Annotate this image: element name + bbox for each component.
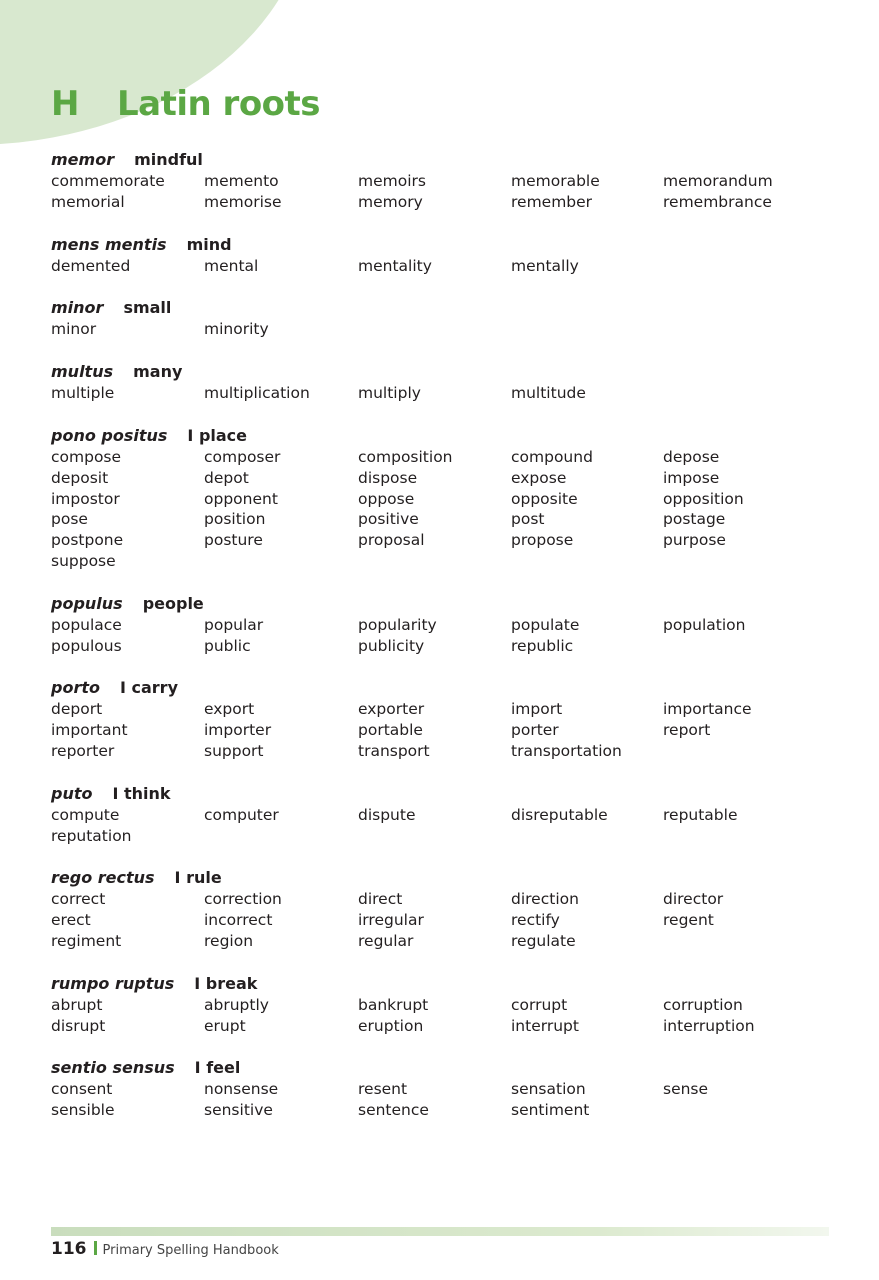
- word: direction: [511, 890, 579, 909]
- word: incorrect: [204, 911, 273, 930]
- word: popularity: [358, 615, 437, 634]
- word: consent: [51, 1080, 113, 1099]
- word: remembrance: [663, 192, 772, 211]
- word: disrupt: [51, 1016, 106, 1035]
- word: rectify: [511, 911, 560, 930]
- root-meaning: I feel: [194, 1058, 241, 1078]
- word: opposition: [663, 489, 744, 508]
- word: reputation: [51, 826, 132, 845]
- root-meaning: I rule: [174, 868, 222, 888]
- word: memoirs: [358, 172, 426, 190]
- footer: [51, 1238, 279, 1260]
- word: correction: [204, 890, 282, 909]
- word: depose: [663, 447, 720, 466]
- word: proposal: [358, 531, 425, 550]
- latin-root: mens mentis: [51, 234, 167, 254]
- word: impostor: [51, 489, 120, 508]
- word: transportation: [511, 741, 622, 760]
- word: expose: [511, 468, 567, 487]
- root-group: [51, 973, 831, 1037]
- latin-root: pono positus: [51, 425, 168, 445]
- root-heading: [51, 783, 831, 805]
- word: pose: [51, 510, 88, 529]
- word: correct: [51, 890, 106, 909]
- word: corruption: [663, 995, 743, 1014]
- root-heading: [51, 234, 831, 256]
- word: exporter: [358, 700, 425, 719]
- latin-root: minor: [51, 298, 104, 318]
- root-group: [51, 425, 831, 572]
- word: mentality: [358, 256, 432, 275]
- word: remember: [511, 192, 593, 211]
- root-heading: [51, 361, 831, 383]
- word: opponent: [204, 489, 278, 508]
- word: sensible: [51, 1101, 115, 1120]
- word: abruptly: [204, 995, 269, 1014]
- word: corrupt: [511, 995, 568, 1014]
- root-group: [51, 677, 831, 761]
- word: compose: [51, 447, 122, 466]
- root-group: [51, 783, 831, 847]
- word: suppose: [51, 551, 116, 570]
- word: commemorate: [51, 172, 165, 190]
- word: memorandum: [663, 172, 773, 190]
- word: deport: [51, 700, 103, 719]
- root-heading: [51, 425, 831, 447]
- word: multitude: [511, 384, 586, 403]
- word: memorable: [511, 172, 600, 190]
- root-meaning: people: [142, 593, 204, 613]
- word: sensitive: [204, 1101, 273, 1120]
- word: memorial: [51, 192, 125, 211]
- root-meaning: I break: [194, 973, 258, 993]
- word: regiment: [51, 931, 122, 950]
- word: republic: [511, 636, 574, 655]
- word: regent: [663, 911, 714, 930]
- word-grid: [51, 256, 831, 277]
- word: importer: [204, 721, 272, 740]
- latin-root: rego rectus: [51, 868, 155, 888]
- section-title: Latin roots: [117, 84, 321, 124]
- word-grid: [51, 171, 831, 213]
- word: publicity: [358, 636, 425, 655]
- word: position: [204, 510, 266, 529]
- book-title: Primary Spelling Handbook: [102, 1243, 279, 1258]
- word: interrupt: [511, 1016, 579, 1035]
- root-heading: [51, 593, 831, 615]
- word: minor: [51, 320, 97, 339]
- word: transport: [358, 741, 430, 760]
- latin-root: rumpo ruptus: [51, 973, 175, 993]
- word: composer: [204, 447, 281, 466]
- word: populate: [511, 615, 580, 634]
- latin-root: porto: [51, 678, 100, 698]
- root-heading: [51, 867, 831, 889]
- root-group: [51, 1057, 831, 1121]
- latin-root: populus: [51, 593, 123, 613]
- root-meaning: many: [133, 362, 183, 382]
- word: public: [204, 636, 251, 655]
- word: abrupt: [51, 995, 103, 1014]
- latin-root: sentio sensus: [51, 1058, 175, 1078]
- word-grid: [51, 447, 831, 572]
- word: compute: [51, 805, 120, 824]
- word: postpone: [51, 531, 124, 550]
- word: reporter: [51, 741, 115, 760]
- page-number: 116: [51, 1239, 87, 1259]
- word: post: [511, 510, 545, 529]
- root-meaning: I place: [187, 425, 248, 445]
- word: bankrupt: [358, 995, 429, 1014]
- word: reputable: [663, 805, 738, 824]
- page-heading: [51, 84, 320, 124]
- word: populace: [51, 615, 122, 634]
- word: depot: [204, 468, 249, 487]
- word: multiplication: [204, 384, 310, 403]
- section-letter: H: [51, 84, 79, 124]
- word: multiple: [51, 384, 115, 403]
- word: demented: [51, 256, 131, 275]
- root-list: [51, 149, 831, 1142]
- root-group: [51, 149, 831, 213]
- word: memory: [358, 192, 423, 211]
- word: deposit: [51, 468, 109, 487]
- root-group: [51, 361, 831, 404]
- word: popular: [204, 615, 264, 634]
- root-heading: [51, 973, 831, 995]
- word-grid: [51, 615, 831, 657]
- root-meaning: mindful: [134, 150, 203, 169]
- word-grid: [51, 699, 831, 761]
- word: opposite: [511, 489, 578, 508]
- word: multiply: [358, 384, 421, 403]
- root-meaning: mind: [186, 234, 232, 254]
- latin-root: puto: [51, 783, 93, 803]
- word: sensation: [511, 1080, 586, 1099]
- word: mentally: [511, 256, 579, 275]
- word-grid: [51, 1079, 831, 1121]
- root-heading: [51, 297, 831, 319]
- word: population: [663, 615, 746, 634]
- word: porter: [511, 721, 559, 740]
- root-meaning: small: [123, 298, 172, 318]
- word: sense: [663, 1080, 709, 1099]
- word: sentiment: [511, 1101, 590, 1120]
- root-group: [51, 297, 831, 340]
- word: portable: [358, 721, 423, 740]
- word: eruption: [358, 1016, 424, 1035]
- word: region: [204, 931, 254, 950]
- root-heading: [51, 1057, 831, 1079]
- word: memento: [204, 172, 279, 190]
- word: minority: [204, 320, 269, 339]
- word: dispute: [358, 805, 416, 824]
- word: erect: [51, 911, 91, 930]
- word: nonsense: [204, 1080, 279, 1099]
- word: erupt: [204, 1016, 246, 1035]
- word: dispose: [358, 468, 418, 487]
- root-heading: [51, 677, 831, 699]
- root-group: [51, 867, 831, 951]
- word: impose: [663, 468, 720, 487]
- root-heading: [51, 149, 831, 171]
- word: direct: [358, 890, 403, 909]
- word: memorise: [204, 192, 282, 211]
- word: report: [663, 721, 711, 740]
- latin-root: multus: [51, 362, 114, 382]
- word: computer: [204, 805, 279, 824]
- root-meaning: I carry: [119, 678, 178, 698]
- word: resent: [358, 1080, 408, 1099]
- word: importance: [663, 700, 752, 719]
- root-group: [51, 593, 831, 657]
- word: propose: [511, 531, 574, 550]
- word: disreputable: [511, 805, 608, 824]
- latin-root: memor: [51, 150, 115, 169]
- word: oppose: [358, 489, 415, 508]
- word-grid: [51, 889, 831, 951]
- word-grid: [51, 995, 831, 1037]
- word: sentence: [358, 1101, 429, 1120]
- word: regulate: [511, 931, 576, 950]
- root-meaning: I think: [112, 783, 171, 803]
- word: compound: [511, 447, 593, 466]
- root-group: [51, 234, 831, 277]
- word: composition: [358, 447, 453, 466]
- word: posture: [204, 531, 263, 550]
- word: mental: [204, 256, 259, 275]
- word: import: [511, 700, 563, 719]
- word: purpose: [663, 531, 726, 550]
- word: support: [204, 741, 264, 760]
- footer-bar: [51, 1227, 829, 1236]
- word: postage: [663, 510, 726, 529]
- word: export: [204, 700, 255, 719]
- word: irregular: [358, 911, 424, 930]
- word: regular: [358, 931, 414, 950]
- word-grid: [51, 383, 831, 404]
- word: positive: [358, 510, 419, 529]
- footer-separator: [94, 1241, 97, 1255]
- word: populous: [51, 636, 122, 655]
- word-grid: [51, 805, 831, 847]
- word-grid: [51, 319, 831, 340]
- word: director: [663, 890, 724, 909]
- word: interruption: [663, 1016, 755, 1035]
- word: important: [51, 721, 128, 740]
